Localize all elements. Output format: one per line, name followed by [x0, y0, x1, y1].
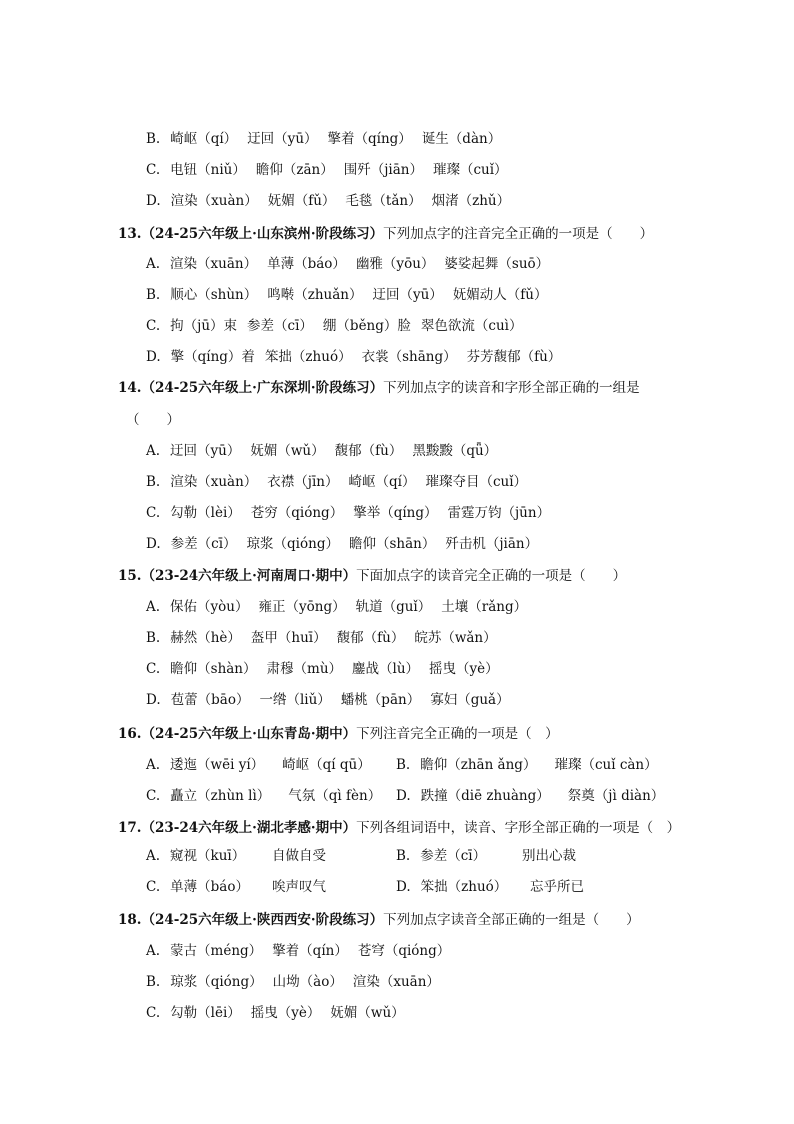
text-segment: 瞻仰（shàn） — [170, 661, 257, 677]
text-segment: B. — [146, 287, 161, 303]
text-segment: A. — [146, 848, 161, 864]
text-segment: 17. — [118, 820, 142, 836]
q16-option-c — [146, 786, 381, 806]
q17-option-d-word — [530, 877, 584, 897]
text-segment: 诞生（dàn） — [421, 131, 502, 147]
text-segment: 18. — [118, 912, 142, 928]
q13-option-a — [146, 254, 549, 274]
text-segment: B. — [146, 131, 161, 147]
text-segment: 盔甲（huī） — [250, 630, 327, 646]
text-segment: 毛毯（tǎn） — [345, 193, 422, 209]
text-segment: A. — [146, 757, 161, 773]
text-segment: 妩媚（fǔ） — [267, 193, 336, 209]
text-segment: 赫然（hè） — [170, 630, 241, 646]
text-segment: 歼击机（jiān） — [445, 536, 539, 552]
text-segment: 苍穷（qióng） — [250, 505, 344, 521]
text-segment: 笨拙（zhuó） — [264, 349, 352, 365]
text-segment: A. — [146, 443, 161, 459]
text-segment: B. — [146, 630, 161, 646]
text-segment: （24-25六年级上·山东滨州·阶段练习） — [141, 226, 384, 242]
text-segment: 祭奠（jì diàn） — [567, 788, 665, 804]
text-segment: 窥视（kuī） — [170, 848, 246, 864]
text-segment: D. — [396, 879, 411, 895]
text-segment: （24-25六年级上·陕西西安·阶段练习） — [141, 912, 384, 928]
text-segment: C. — [146, 162, 161, 178]
text-segment: 迂回（yū） — [170, 443, 241, 459]
text-segment: 土壤（rǎng） — [441, 599, 528, 615]
q15-option-a — [146, 597, 527, 617]
text-segment: 勾勒（lēi） — [170, 1005, 241, 1021]
q14-option-d — [146, 534, 538, 554]
text-segment: 擎举（qíng） — [353, 505, 438, 521]
text-segment: 婆娑起舞（suō） — [444, 256, 550, 272]
text-segment: 山坳（ào） — [272, 974, 343, 990]
text-segment: 下列加点字的读音和字形全部正确的一组是 — [383, 380, 640, 396]
text-segment: C. — [146, 661, 161, 677]
text-segment: 摇曳（yè） — [429, 661, 499, 677]
text-segment: 渲染（xuàn） — [170, 193, 258, 209]
q18-stem — [118, 910, 640, 930]
text-segment: 擎着（qíng） — [327, 131, 412, 147]
text-segment: 渲染（xuān） — [170, 256, 258, 272]
text-segment: 擎着（qín） — [272, 943, 348, 959]
text-segment: 蟠桃（pān） — [340, 692, 421, 708]
text-segment: 瞻仰（zān） — [255, 162, 334, 178]
text-segment: 皖苏（wǎn） — [414, 630, 497, 646]
text-segment: D. — [146, 193, 161, 209]
text-segment: 幽雅（yōu） — [355, 256, 435, 272]
text-segment: 鏖战（lù） — [352, 661, 420, 677]
q14-option-c — [146, 503, 550, 523]
text-segment: B. — [396, 757, 411, 773]
text-segment: 16. — [118, 726, 142, 742]
text-segment: 一绺（liǔ） — [259, 692, 331, 708]
q16-option-a — [146, 755, 371, 775]
text-segment: 崎岖（qí） — [170, 131, 238, 147]
q13-option-b — [146, 285, 548, 305]
text-segment: （ ） — [126, 412, 180, 428]
text-segment: 14. — [118, 380, 142, 396]
text-segment: 迂回（yū） — [247, 131, 318, 147]
text-segment: 崎岖（qí qū） — [282, 757, 371, 773]
q16-stem — [118, 724, 559, 744]
text-segment: 琼浆（qióng） — [246, 536, 339, 552]
q15-stem — [118, 566, 626, 586]
text-segment: 崎岖（qí） — [348, 474, 416, 490]
text-segment: 15. — [118, 568, 142, 584]
text-segment: 跌撞（diē zhuàng） — [420, 788, 550, 804]
text-segment: 翠色欲流（cuì） — [420, 318, 523, 334]
q16-option-b — [396, 755, 658, 775]
text-segment: 绷（běng）脸 — [322, 318, 411, 334]
text-segment: 雷霆万钧（jūn） — [447, 505, 551, 521]
text-segment: 渲染（xuàn） — [170, 474, 258, 490]
q14-stem-blank — [126, 410, 180, 430]
text-segment: 烟渚（zhǔ） — [431, 193, 511, 209]
q14-stem — [118, 378, 640, 398]
q13-option-c — [146, 316, 522, 336]
q15-option-c — [146, 659, 499, 679]
text-segment: 矗立（zhùn lì） — [170, 788, 271, 804]
q13-stem — [118, 224, 653, 244]
text-segment: C. — [146, 1005, 161, 1021]
text-segment: 保佑（yòu） — [170, 599, 249, 615]
text-segment: 蒙古（méng） — [170, 943, 263, 959]
text-segment: A. — [146, 599, 161, 615]
q15-option-d — [146, 690, 510, 710]
text-segment: 苞蕾（bāo） — [170, 692, 250, 708]
q15-option-b — [146, 628, 497, 648]
text-segment: 拘（jū）束 — [170, 318, 238, 334]
text-segment: 肃穆（mù） — [266, 661, 343, 677]
text-segment: B. — [396, 848, 411, 864]
q17-option-b-word — [522, 846, 576, 866]
text-segment: 妩媚（wǔ） — [330, 1005, 405, 1021]
text-segment: 忘乎所已 — [530, 879, 584, 895]
q12-option-c — [146, 160, 508, 180]
q14-option-b — [146, 472, 527, 492]
text-segment: 逶迤（wēi yí） — [170, 757, 265, 773]
text-segment: 妩媚（wǔ） — [250, 443, 325, 459]
text-segment: C. — [146, 788, 161, 804]
text-segment: 顺心（shùn） — [170, 287, 258, 303]
q17-option-c — [146, 877, 249, 897]
q12-option-b — [146, 129, 501, 149]
text-segment: 苍穹（qióng） — [357, 943, 451, 959]
text-segment: 别出心裁 — [522, 848, 576, 864]
text-segment: B. — [146, 974, 161, 990]
text-segment: A. — [146, 943, 161, 959]
text-segment: 参差（cī） — [420, 848, 487, 864]
text-segment: 单薄（báo） — [170, 879, 249, 895]
text-segment: C. — [146, 505, 161, 521]
text-segment: 笨拙（zhuó） — [420, 879, 508, 895]
q17-option-a-word — [272, 846, 326, 866]
text-segment: A. — [146, 256, 161, 272]
text-segment: D. — [146, 692, 161, 708]
text-segment: （24-25六年级上·广东深圳·阶段练习） — [141, 380, 384, 396]
text-segment: 唉声叹气 — [272, 879, 326, 895]
text-segment: 衣襟（jīn） — [267, 474, 339, 490]
q17-option-a — [146, 846, 245, 866]
q18-option-a — [146, 941, 450, 961]
text-segment: 璀璨（cuǐ） — [432, 162, 508, 178]
text-segment: 馥郁（fù） — [336, 630, 405, 646]
text-segment: C. — [146, 318, 161, 334]
text-segment: 妩媚动人（fǔ） — [452, 287, 548, 303]
q17-stem — [118, 818, 680, 838]
q17-option-b — [396, 846, 486, 866]
text-segment: 下面加点字的读音完全正确的一项是（ ） — [356, 568, 627, 584]
text-segment: 璀璨（cuǐ càn） — [554, 757, 658, 773]
text-segment: 下列加点字读音全部正确的一组是（ ） — [383, 912, 640, 928]
text-segment: 芬芳馥郁（fù） — [466, 349, 562, 365]
text-segment: 参差（cī） — [247, 318, 313, 334]
text-segment: 擎（qíng）着 — [170, 349, 255, 365]
q17-option-c-word — [272, 877, 326, 897]
text-segment: 下列加点字的注音完全正确的一项是（ ） — [383, 226, 654, 242]
text-segment: （23-24六年级上·河南周口·期中） — [141, 568, 357, 584]
text-segment: 围歼（jiān） — [343, 162, 423, 178]
text-segment: 参差（cī） — [170, 536, 237, 552]
text-segment: 琼浆（qióng） — [170, 974, 263, 990]
q13-option-d — [146, 347, 561, 367]
text-segment: （24-25六年级上·山东青岛·期中） — [141, 726, 357, 742]
q18-option-c — [146, 1003, 405, 1023]
text-segment: 迂回（yū） — [372, 287, 443, 303]
text-segment: 下列注音完全正确的一项是（ ） — [356, 726, 559, 742]
text-segment: 轨道（guǐ） — [355, 599, 432, 615]
q12-option-d — [146, 191, 510, 211]
text-segment: 瞻仰（shān） — [348, 536, 436, 552]
text-segment: 璀璨夺目（cuǐ） — [425, 474, 528, 490]
text-segment: （23-24六年级上·湖北孝感·期中） — [141, 820, 357, 836]
text-segment: 雍正（yōng） — [258, 599, 346, 615]
text-segment: D. — [396, 788, 411, 804]
text-segment: B. — [146, 474, 161, 490]
text-segment: 自做自受 — [272, 848, 326, 864]
text-segment: 摇曳（yè） — [250, 1005, 321, 1021]
text-segment: 渲染（xuān） — [352, 974, 440, 990]
text-segment: 鸣啭（zhuǎn） — [267, 287, 363, 303]
text-segment: C. — [146, 879, 161, 895]
text-segment: D. — [146, 349, 161, 365]
text-segment: 电钮（niǔ） — [170, 162, 246, 178]
text-segment: 气氛（qì fèn） — [288, 788, 382, 804]
q16-option-d — [396, 786, 664, 806]
text-segment: 瞻仰（zhān ǎng） — [420, 757, 537, 773]
text-segment: 单薄（báo） — [267, 256, 346, 272]
text-segment: 衣裳（shāng） — [361, 349, 457, 365]
q17-option-d — [396, 877, 507, 897]
text-segment: 寡妇（guǎ） — [430, 692, 510, 708]
text-segment: 黑黢黢（qǖ） — [412, 443, 498, 459]
text-segment: 13. — [118, 226, 142, 242]
text-segment: D. — [146, 536, 161, 552]
q18-option-b — [146, 972, 440, 992]
q14-option-a — [146, 441, 497, 461]
text-segment: 勾勒（lèi） — [170, 505, 241, 521]
text-segment: 下列各组词语中，读音、字形全部正确的一项是（ ） — [356, 820, 681, 836]
text-segment: 馥郁（fù） — [334, 443, 403, 459]
